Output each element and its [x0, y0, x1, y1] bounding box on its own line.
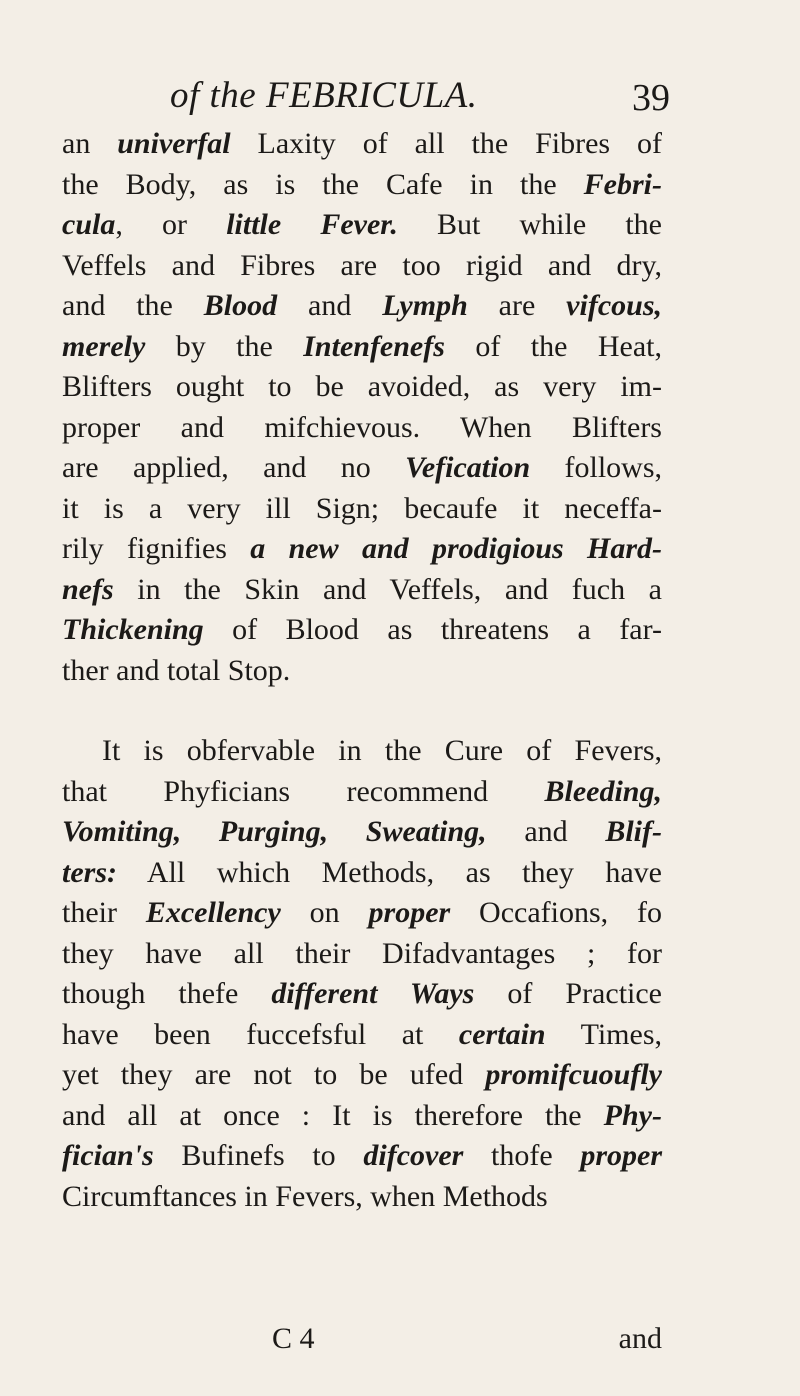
paragraph — [62, 124, 662, 691]
text-line — [62, 286, 662, 327]
text-span: Laxity of all the Fibres of — [230, 127, 662, 160]
italic-text: Blood — [203, 289, 278, 322]
text-span: an — [62, 127, 118, 160]
text-span: , or — [115, 208, 227, 241]
text-span: and all at once : It is therefore the — [62, 1098, 604, 1132]
text-line — [62, 934, 662, 975]
page-number: 39 — [632, 77, 670, 119]
paragraph-gap — [62, 691, 662, 731]
text-line — [62, 367, 662, 408]
text-span: It is obfervable in the Cure of Fevers, — [102, 734, 662, 767]
italic-text: Lymph — [382, 289, 468, 322]
text-line — [62, 489, 662, 530]
italic-text: different Ways — [271, 977, 475, 1010]
text-line — [62, 165, 662, 206]
text-span: Times, — [545, 1017, 663, 1051]
text-span: ther and total Stop. — [62, 653, 291, 687]
italic-text: Thickening — [62, 613, 204, 646]
italic-text: Excellency — [145, 896, 281, 929]
text-span: the Body, as is the Cafe in the — [62, 167, 584, 201]
italic-text: cula — [62, 208, 116, 241]
text-span: Circumftances in Fevers, when Methods — [62, 1179, 548, 1213]
text-span: Veffels and Fibres are too rigid and dry, — [62, 248, 662, 282]
italic-text: proper — [368, 896, 451, 929]
text-line — [62, 610, 662, 651]
text-span: and — [486, 815, 606, 848]
italic-text: Vefication — [405, 451, 531, 484]
text-span: and — [277, 289, 383, 322]
text-span: that Phyficians recommend — [62, 774, 545, 808]
text-span: of Blood as threatens a far- — [203, 613, 662, 646]
italic-text: difcover — [363, 1139, 464, 1172]
text-line — [62, 570, 662, 611]
italic-text: proper — [580, 1139, 663, 1172]
text-line — [62, 772, 662, 813]
text-span: are — [467, 289, 567, 322]
italic-text: ters: — [62, 855, 117, 889]
text-line — [62, 448, 662, 489]
text-span: have been fuccefsful at — [62, 1017, 459, 1051]
text-span: it is a very ill Sign; becaufe it neceffa- — [62, 491, 662, 525]
text-line — [62, 731, 662, 772]
text-line — [62, 1136, 662, 1177]
text-span: are applied, and no — [62, 451, 406, 484]
text-span: Bufinefs to — [153, 1139, 364, 1172]
text-span: by the — [145, 329, 304, 363]
text-span: But while the — [397, 208, 662, 241]
body-text — [62, 124, 662, 1217]
page-footer — [62, 1322, 662, 1364]
italic-text: univerfal — [117, 127, 231, 160]
italic-text: Bleeding, — [544, 774, 662, 808]
italic-text: promifcuoufly — [485, 1058, 662, 1091]
text-span: rily fignifies — [62, 532, 251, 565]
text-line — [62, 327, 662, 368]
text-span: they have all their Difadvantages ; for — [62, 936, 662, 970]
text-line — [62, 1177, 662, 1218]
text-line — [62, 853, 662, 894]
text-span: of the Heat, — [444, 329, 662, 363]
italic-text: Blif- — [605, 815, 662, 848]
text-line — [62, 1096, 662, 1137]
text-span: Blifters ought to be avoided, as very im- — [62, 370, 662, 403]
italic-text: certain — [458, 1017, 546, 1051]
running-head: of the FEBRICULA. — [170, 75, 478, 116]
text-line — [62, 408, 662, 449]
italic-text: nefs — [62, 572, 114, 606]
italic-text: a new and prodigious Hard- — [250, 532, 662, 565]
text-span: of Practice — [474, 977, 662, 1010]
signature-mark: C 4 — [272, 1322, 315, 1355]
text-line — [62, 974, 662, 1015]
text-line — [62, 893, 662, 934]
text-line — [62, 651, 662, 692]
italic-text: Febri- — [583, 167, 662, 201]
text-span: proper and mifchievous. When Blifters — [62, 410, 662, 444]
text-line — [62, 1055, 662, 1096]
text-line — [62, 124, 662, 165]
italic-text: vifcous, — [566, 289, 662, 322]
page-header — [150, 72, 670, 120]
text-span: follows, — [530, 451, 662, 484]
italic-text: Intenfenefs — [303, 329, 445, 363]
italic-text: fician's — [62, 1139, 154, 1172]
text-span: on — [280, 896, 369, 929]
text-line — [62, 812, 662, 853]
text-span: in the Skin and Veffels, and fuch a — [113, 572, 662, 606]
catchword: and — [618, 1322, 662, 1355]
italic-text: merely — [62, 329, 146, 363]
text-line — [62, 529, 662, 570]
italic-text: little Fever. — [226, 208, 398, 241]
text-span: though thefe — [62, 977, 272, 1010]
italic-text: Phy- — [603, 1098, 662, 1132]
text-line — [62, 246, 662, 287]
text-line — [62, 1015, 662, 1056]
text-span: Occafions, fo — [450, 896, 663, 929]
text-span: yet they are not to be ufed — [62, 1058, 486, 1091]
text-span: thofe — [463, 1139, 581, 1172]
paragraph — [62, 731, 662, 1217]
text-span: their — [62, 896, 146, 929]
italic-text: Vomiting, Purging, Sweating, — [62, 815, 487, 848]
text-span: and the — [62, 289, 204, 322]
text-line — [62, 205, 662, 246]
text-span: All which Methods, as they have — [117, 855, 662, 889]
